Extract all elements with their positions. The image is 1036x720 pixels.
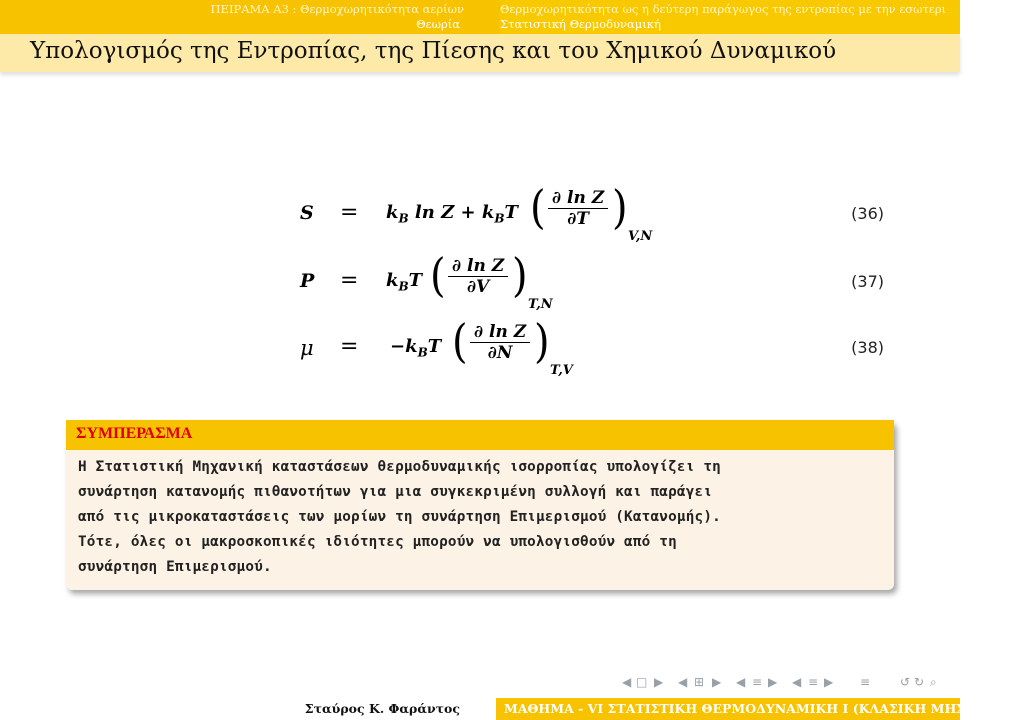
header-section-right — [500, 0, 960, 34]
conclusion-line: από τις μικροκαταστάσεις των μορίων τη συνάρτηση Επιμερισμού (Κατανομής). — [78, 509, 721, 525]
conclusion-body — [78, 455, 882, 580]
conclusion-line: Τότε, όλες οι μακροσκοπικές ιδιότητες μπορούν να υπολογισθούν από τη — [78, 534, 677, 550]
nav-prev-subsection-icon[interactable]: ◀ — [736, 675, 746, 689]
left-paren: ( — [530, 181, 546, 235]
equation-prefix: $-k_BT$ — [390, 336, 442, 360]
nav-next-section-icon[interactable]: ▶ — [824, 675, 834, 689]
subsection-link[interactable]: Θεωρία — [416, 17, 460, 31]
equation-36 — [0, 182, 960, 242]
footer-course: ΜΑΘΗΜΑ - VI ΣΤΑΤΙΣΤΙΚΗ ΘΕΡΜΟΔΥΝΑΜΙΚΗ Ι (ΚΛΑΣΙΚΗ ΜΗΧΑΝΙΚΗ) Α — [504, 701, 1036, 716]
subsection-link-right[interactable]: Στατιστική Θερμοδυναμική — [500, 17, 661, 31]
equation-number: (36) — [851, 204, 884, 223]
equation-prefix: $k_BT$ — [386, 270, 423, 294]
nav-back-icon[interactable]: ↺ — [900, 675, 911, 689]
conclusion-header — [66, 420, 894, 450]
nav-forward-icon[interactable]: ↻ — [914, 675, 925, 689]
partial-fraction: $\frac{\text{∂ ln Z}}{\partial V}$ — [448, 256, 508, 297]
header-section-left — [0, 0, 492, 34]
nav-subsection-icon[interactable]: ≡ — [752, 675, 763, 689]
nav-prev-frame-icon[interactable]: ◀ — [622, 675, 632, 689]
frame-title: Υπολογισμός της Εντροπίας, της Πίεσης και του Χημικού Δυναμικού — [30, 38, 837, 64]
conclusion-line: συνάρτηση κατανομής πιθανοτήτων για μια συγκεκριμένη συλλογή και παράγει — [78, 484, 713, 500]
nav-slide-icon[interactable]: ⊞ — [694, 675, 705, 689]
partial-subscript: V,N — [628, 229, 653, 244]
conclusion-block — [66, 420, 894, 590]
nav-frame-icon[interactable]: □ — [636, 675, 648, 689]
left-paren: ( — [430, 249, 446, 303]
footer-author: Σταύρος Κ. Φαράντος — [304, 701, 460, 716]
nav-next-frame-icon[interactable]: ▶ — [654, 675, 664, 689]
equation-lhs: P — [300, 270, 315, 292]
conclusion-line: Η Στατιστική Μηχανική καταστάσεων θερμοδυναμικής ισορροπίας υπολογίζει τη — [78, 459, 721, 475]
frame-title-bar — [0, 34, 960, 72]
navigation-symbols — [622, 675, 952, 693]
nav-section-icon[interactable]: ≡ — [808, 675, 819, 689]
equation-lhs: μ — [300, 336, 314, 360]
partial-subscript: T,N — [528, 297, 553, 312]
section-link[interactable]: ΠΕΙΡΑΜΑ Α3 : Θερμοχωρητικότητα αερίων — [210, 2, 464, 16]
footer — [0, 698, 1036, 720]
equation-38 — [0, 316, 960, 376]
nav-next-slide-icon[interactable]: ▶ — [712, 675, 722, 689]
conclusion-heading: ΣΥΜΠΕΡΑΣΜΑ — [76, 425, 193, 442]
right-paren: ) — [534, 315, 550, 369]
equation-37 — [0, 250, 960, 310]
partial-fraction: $\frac{\text{∂ ln Z}}{\partial T}$ — [548, 188, 608, 229]
equation-number: (38) — [851, 338, 884, 357]
equals-sign: = — [340, 200, 359, 225]
footer-right — [496, 698, 1036, 720]
equation-prefix: $k_B$ $\ln Z + k_BT$ — [386, 202, 518, 226]
section-link-right[interactable]: Θερμοχωρητικότητα ως η δεύτερη παράγωγος της εντροπίας με την εσωτερι — [500, 2, 947, 16]
right-paren: ) — [512, 249, 528, 303]
left-paren: ( — [452, 315, 468, 369]
nav-prev-section-icon[interactable]: ◀ — [792, 675, 802, 689]
top-header — [0, 0, 960, 34]
equals-sign: = — [340, 334, 359, 359]
equation-number: (37) — [851, 272, 884, 291]
nav-next-subsection-icon[interactable]: ▶ — [768, 675, 778, 689]
equals-sign: = — [340, 268, 359, 293]
conclusion-line: συνάρτηση Επιμερισμού. — [78, 559, 272, 575]
partial-fraction: $\frac{\text{∂ ln Z}}{\partial N}$ — [470, 322, 530, 363]
right-paren: ) — [612, 181, 628, 235]
footer-left — [0, 698, 492, 720]
partial-subscript: T,V — [550, 363, 573, 378]
nav-prev-slide-icon[interactable]: ◀ — [678, 675, 688, 689]
equation-lhs: S — [300, 202, 314, 224]
nav-document-icon[interactable]: ≡ — [860, 675, 871, 689]
nav-search-icon[interactable]: ⌕ — [930, 675, 937, 689]
